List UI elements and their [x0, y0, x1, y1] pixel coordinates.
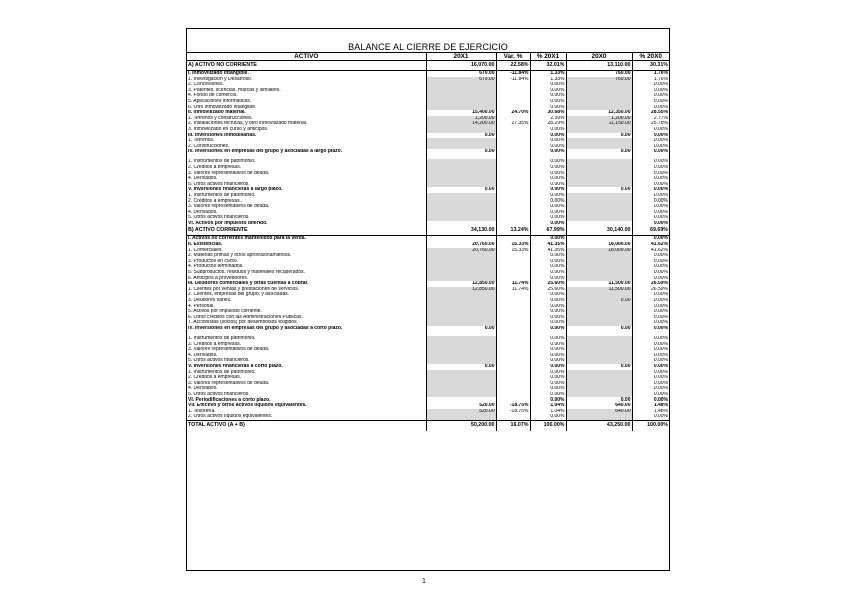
- row-label: V. Inversiones financieras a corto plazo.: [188, 363, 283, 369]
- cell-pct-20x0: 0.00%: [632, 336, 669, 342]
- cell-pct-20x1: 0.00%: [530, 326, 566, 336]
- row-label: 4. Derivados.: [188, 176, 218, 182]
- cell-pct-20x1: 0.00%: [530, 165, 566, 171]
- row-label: 4. Derivados.: [188, 386, 218, 392]
- row-label: B) ACTIVO CORRIENTE: [187, 226, 426, 236]
- row-label: 4. Fondo de comercio.: [188, 93, 238, 99]
- row-label: 4. Derivados.: [188, 209, 218, 215]
- row-label: 5. Otros activos financieros.: [188, 215, 250, 221]
- cell-var: 22.58%: [496, 61, 530, 71]
- col-pct-20x0: % 20X0: [632, 53, 669, 61]
- col-var: Var. %: [496, 53, 530, 61]
- cell-pct-20x0: 0.00%: [632, 204, 669, 210]
- cell-pct-20x0: 0.00%: [632, 392, 669, 398]
- row-label: III. Deudores comerciales y otras cuentas a cobrar.: [188, 281, 309, 287]
- cell-var: 11.74%: [496, 287, 530, 293]
- row-label: VI. Activos por impuesto diferido.: [188, 220, 268, 226]
- cell-pct-20x0: 0.00%: [632, 159, 669, 165]
- table-row: [187, 326, 669, 336]
- row-label: 3. Inmovilizado en curso y anticipos.: [188, 126, 269, 132]
- cell-pct-20x0: 1.76%: [632, 77, 669, 83]
- table-header: [187, 53, 669, 61]
- cell-pct-20x1: 25.60%: [530, 281, 566, 287]
- row-label: 1. Tesorería.: [188, 408, 216, 414]
- cell-20x0: 0.00: [566, 149, 632, 159]
- cell-pct-20x1: 0.00%: [530, 414, 566, 420]
- cell-20x1: 0.00: [426, 149, 496, 159]
- cell-pct-20x0: 0.00%: [632, 386, 669, 392]
- cell-pct-20x0: 0.00%: [632, 342, 669, 348]
- cell-pct-20x1: 0.00%: [530, 149, 566, 159]
- col-20x0: 20X0: [566, 53, 632, 61]
- cell-pct-20x1: 0.00%: [530, 264, 566, 270]
- row-label: 5. Otros activos financieros.: [188, 358, 250, 364]
- cell-pct-20x1: 41.35%: [530, 242, 566, 248]
- cell-20x0: 12,350.00: [566, 110, 632, 116]
- cell-20x0: 11,150.00: [566, 121, 632, 127]
- cell-pct-20x0: 0.00%: [632, 99, 669, 105]
- row-label: 3. Productos en curso.: [188, 258, 239, 264]
- cell-pct-20x1: 0.00%: [530, 309, 566, 315]
- row-label: 4. Derivados.: [188, 352, 218, 358]
- cell-var: 24.70%: [496, 110, 530, 116]
- cell-pct-20x1: 0.00%: [530, 364, 566, 370]
- cell-pct-20x1: 0.00%: [530, 320, 566, 326]
- cell-pct-20x1: 1.04%: [530, 409, 566, 415]
- row-label: II. Inmovilizado material.: [188, 110, 246, 116]
- cell-pct-20x0: 0.00%: [632, 315, 669, 321]
- cell-pct-20x1: 0.00%: [530, 93, 566, 99]
- row-label: 6. Otro inmovilizado intangible.: [188, 104, 257, 110]
- cell-pct-20x1: 41.35%: [530, 248, 566, 254]
- cell-pct-20x1: 25.60%: [530, 287, 566, 293]
- cell-pct-20x0: 0.00%: [632, 370, 669, 376]
- row-label: VII. Efectivo y otros activos líquidos equivalentes.: [188, 403, 307, 409]
- row-label: 1. Investigación y Desarrollo.: [188, 76, 253, 82]
- cell-pct-20x0: 0.00%: [632, 381, 669, 387]
- col-activo: ACTIVO: [187, 53, 426, 61]
- row-label: 5. Otros activos financieros.: [188, 181, 250, 187]
- cell-pct-20x1: 0.00%: [530, 270, 566, 276]
- cell-pct-20x1: 0.00%: [530, 88, 566, 94]
- cell-pct-20x1: 0.00%: [530, 292, 566, 298]
- cell-pct-20x0: 41.62%: [632, 248, 669, 254]
- row-label: 3. Valores representativos de deuda.: [188, 347, 270, 353]
- cell-20x1: 670.00: [426, 71, 496, 77]
- cell-pct-20x1: 0.00%: [530, 375, 566, 381]
- row-label: 2. Clientes, empresas del grupo, y asociadas.: [188, 292, 290, 298]
- cell-20x0: 13,110.00: [566, 61, 632, 71]
- cell-pct-20x0: 0.00%: [632, 397, 669, 403]
- cell-pct-20x1: 28.29%: [530, 121, 566, 127]
- row-label: 1. Instrumentos de patrimonio.: [188, 369, 256, 375]
- row-label: III. Inversiones inmobiliarias.: [188, 132, 257, 138]
- row-label: 2. Créditos a empresas.: [188, 341, 242, 347]
- cell-pct-20x0: 0.00%: [632, 182, 669, 188]
- cell-20x0: 1,200.00: [566, 116, 632, 122]
- cell-20x1: 20,760.00: [426, 248, 496, 254]
- cell-var: -18.75%: [496, 409, 530, 415]
- row-label: 2. Construcciones.: [188, 143, 230, 149]
- cell-pct-20x1: 0.00%: [530, 82, 566, 88]
- cell-pct-20x1: 0.00%: [530, 138, 566, 144]
- cell-pct-20x0: 0.00%: [632, 270, 669, 276]
- cell-pct-20x0: 0.00%: [632, 292, 669, 298]
- cell-pct-20x0: 26.59%: [632, 287, 669, 293]
- cell-pct-20x0: 0.00%: [632, 93, 669, 99]
- cell-pct-20x0: 0.00%: [632, 253, 669, 259]
- row-label: 1. Instrumentos de patrimonio.: [188, 159, 256, 165]
- row-label: 1. Clientes por ventas y prestaciones de servicios.: [188, 286, 300, 292]
- row-label: 3. Valores representativos de deuda.: [188, 170, 270, 176]
- cell-pct-20x1: 0.00%: [530, 127, 566, 133]
- cell-pct-20x0: 0.00%: [632, 353, 669, 359]
- cell-pct-20x1: 0.00%: [530, 187, 566, 193]
- cell-pct-20x1: 1.33%: [530, 77, 566, 83]
- cell-pct-20x0: 0.00%: [632, 276, 669, 282]
- cell-pct-20x1: 1.33%: [530, 71, 566, 77]
- cell-pct-20x0: 41.62%: [632, 242, 669, 248]
- cell-20x1: 1,200.00: [426, 116, 496, 122]
- cell-20x1: 12,850.00: [426, 287, 496, 293]
- cell-pct-20x0: 30.31%: [632, 61, 669, 71]
- cell-pct-20x1: 0.00%: [530, 215, 566, 221]
- cell-20x1: 0.00: [426, 133, 496, 139]
- balance-sheet: [186, 28, 670, 571]
- cell-20x1: 670.00: [426, 77, 496, 83]
- cell-pct-20x0: 1.76%: [632, 71, 669, 77]
- cell-pct-20x0: 0.00%: [632, 215, 669, 221]
- cell-pct-20x1: 0.00%: [530, 133, 566, 139]
- cell-var: 15.33%: [496, 248, 530, 254]
- row-label: IV. Inversiones en empresas del grupo y asociadas a corto plazo.: [188, 325, 343, 331]
- cell-pct-20x0: 0.00%: [632, 144, 669, 150]
- cell-pct-20x0: 0.00%: [632, 236, 669, 242]
- row-label: 2. Créditos a empresas.: [188, 375, 242, 381]
- cell-var: 27.35%: [496, 121, 530, 127]
- cell-20x0: 11,500.00: [566, 281, 632, 287]
- page-number: 1: [422, 578, 426, 585]
- cell-var: 16.07%: [496, 420, 530, 431]
- cell-20x0: 640.00: [566, 403, 632, 409]
- cell-pct-20x0: 0.00%: [632, 304, 669, 310]
- cell-pct-20x0: 0.00%: [632, 259, 669, 265]
- cell-pct-20x1: 0.00%: [530, 105, 566, 111]
- balance-title: BALANCE AL CIERRE DE EJERCICIO: [348, 42, 508, 52]
- cell-20x0: 0.00: [566, 326, 632, 336]
- cell-20x0: 0.00: [566, 187, 632, 193]
- cell-pct-20x0: 0.00%: [632, 210, 669, 216]
- cell-var: 15.33%: [496, 242, 530, 248]
- cell-pct-20x0: 25.78%: [632, 121, 669, 127]
- col-20x1: 20X1: [426, 53, 496, 61]
- cell-20x1: 14,200.00: [426, 121, 496, 127]
- cell-pct-20x1: 0.00%: [530, 358, 566, 364]
- cell-pct-20x1: 0.00%: [530, 276, 566, 282]
- cell-pct-20x0: 28.55%: [632, 110, 669, 116]
- row-label: TOTAL ACTIVO (A + B): [187, 420, 426, 431]
- cell-pct-20x1: 2.39%: [530, 116, 566, 122]
- row-label: I. Activos no corrientes mantenidos para la venta.: [188, 235, 306, 242]
- cell-20x1: 34,130.00: [426, 226, 496, 236]
- row-label: 1. Terrenos y construcciones.: [188, 115, 253, 121]
- cell-pct-20x1: 0.00%: [530, 182, 566, 188]
- cell-var: -11.84%: [496, 71, 530, 77]
- row-label: IV. Inversiones en empresas del grupo y asociadas a largo plazo.: [188, 149, 343, 155]
- cell-pct-20x1: 0.00%: [530, 259, 566, 265]
- cell-pct-20x0: 0.00%: [632, 347, 669, 353]
- cell-pct-20x1: 0.00%: [530, 210, 566, 216]
- cell-pct-20x1: 32.01%: [530, 61, 566, 71]
- row-label: 2. Créditos a empresas.: [188, 198, 242, 204]
- cell-20x0: 0.00: [566, 397, 632, 403]
- cell-pct-20x0: 0.00%: [632, 309, 669, 315]
- table-row: [187, 420, 669, 431]
- cell-pct-20x1: 0.00%: [530, 253, 566, 259]
- cell-pct-20x1: 0.00%: [530, 397, 566, 403]
- cell-pct-20x0: 26.59%: [632, 281, 669, 287]
- cell-pct-20x1: 0.00%: [530, 171, 566, 177]
- cell-pct-20x0: 1.48%: [632, 409, 669, 415]
- cell-pct-20x1: 0.00%: [530, 159, 566, 165]
- cell-pct-20x0: 100.00%: [632, 420, 669, 431]
- cell-pct-20x0: 0.00%: [632, 82, 669, 88]
- cell-pct-20x1: 0.00%: [530, 353, 566, 359]
- cell-pct-20x0: 0.00%: [632, 193, 669, 199]
- cell-pct-20x1: 0.00%: [530, 336, 566, 342]
- cell-pct-20x1: 0.00%: [530, 315, 566, 321]
- cell-pct-20x0: 0.00%: [632, 326, 669, 336]
- cell-var: 11.74%: [496, 281, 530, 287]
- cell-20x0: 0.00: [566, 298, 632, 304]
- cell-20x1: 50,200.00: [426, 420, 496, 431]
- row-label: II. Existencias.: [188, 242, 223, 248]
- cell-pct-20x1: 1.04%: [530, 403, 566, 409]
- cell-20x1: 15,400.00: [426, 110, 496, 116]
- cell-20x1: 0.00: [426, 187, 496, 193]
- col-pct-20x1: % 20X1: [530, 53, 566, 61]
- cell-20x0: 760.00: [566, 71, 632, 77]
- cell-pct-20x1: 0.00%: [530, 198, 566, 204]
- cell-pct-20x1: 0.00%: [530, 144, 566, 150]
- cell-pct-20x0: 0.00%: [632, 198, 669, 204]
- cell-pct-20x0: 0.00%: [632, 358, 669, 364]
- cell-pct-20x0: 0.00%: [632, 171, 669, 177]
- row-label: 5. Aplicaciones informáticas.: [188, 98, 252, 105]
- table-row: [187, 61, 669, 71]
- cell-var: -11.84%: [496, 77, 530, 83]
- cell-pct-20x1: 0.00%: [530, 221, 566, 227]
- cell-pct-20x0: 0.00%: [632, 88, 669, 94]
- cell-20x0: 0.00: [566, 364, 632, 370]
- row-label: 2. Otros activos líquidos equivalentes.: [188, 414, 273, 420]
- cell-pct-20x0: 0.00%: [632, 105, 669, 111]
- cell-pct-20x1: 0.00%: [530, 347, 566, 353]
- cell-pct-20x0: 1.48%: [632, 403, 669, 409]
- cell-pct-20x1: 0.00%: [530, 370, 566, 376]
- row-label: 2. Materias primas y otros aprovisionamientos.: [188, 253, 292, 259]
- cell-pct-20x0: 0.00%: [632, 187, 669, 193]
- cell-pct-20x1: 30.68%: [530, 110, 566, 116]
- cell-20x0: 43,250.00: [566, 420, 632, 431]
- cell-20x1: 20,760.00: [426, 242, 496, 248]
- cell-pct-20x0: 0.00%: [632, 133, 669, 139]
- row-label: A) ACTIVO NO CORRIENTE: [187, 61, 426, 71]
- cell-20x0: 640.00: [566, 409, 632, 415]
- cell-pct-20x0: 0.00%: [632, 414, 669, 420]
- cell-pct-20x0: 0.00%: [632, 138, 669, 144]
- cell-pct-20x0: 0.00%: [632, 127, 669, 133]
- cell-20x0: 18,000.00: [566, 248, 632, 254]
- cell-20x1: 0.00: [426, 326, 496, 336]
- row-label: 2. Concesiones.: [188, 82, 224, 88]
- cell-20x1: 520.00: [426, 403, 496, 409]
- cell-pct-20x0: 2.77%: [632, 116, 669, 122]
- row-label: 1. Instrumentos de patrimonio.: [188, 192, 256, 198]
- cell-pct-20x1: 67.99%: [530, 226, 566, 236]
- cell-var: -18.75%: [496, 403, 530, 409]
- row-label: 5. Otros activos financieros.: [188, 391, 250, 397]
- cell-pct-20x1: 0.00%: [530, 193, 566, 199]
- cell-pct-20x1: 0.00%: [530, 298, 566, 304]
- cell-pct-20x1: 0.00%: [530, 381, 566, 387]
- cell-pct-20x1: 0.00%: [530, 99, 566, 105]
- cell-pct-20x0: 69.69%: [632, 226, 669, 236]
- cell-pct-20x1: 0.00%: [530, 176, 566, 182]
- row-label: 2. Créditos a empresas.: [188, 164, 242, 170]
- cell-pct-20x0: 0.00%: [632, 165, 669, 171]
- row-label: VI. Periodificaciones a corto plazo.: [188, 397, 271, 403]
- cell-20x0: 18,000.00: [566, 242, 632, 248]
- cell-pct-20x0: 0.00%: [632, 264, 669, 270]
- cell-20x0: 760.00: [566, 77, 632, 83]
- cell-pct-20x1: 0.00%: [530, 304, 566, 310]
- table-row: [187, 226, 669, 236]
- row-label: 1. Comerciales.: [188, 247, 223, 253]
- row-label: V. Inversiones financieras a largo plazo.: [188, 187, 283, 193]
- cell-pct-20x0: 0.00%: [632, 221, 669, 227]
- row-label: 1. Instrumentos de patrimonio.: [188, 335, 256, 341]
- cell-var: 13.24%: [496, 226, 530, 236]
- row-label: 4. Productos terminados.: [188, 264, 244, 270]
- cell-pct-20x1: 0.00%: [530, 342, 566, 348]
- row-label: 2. Instalaciones técnicas, y otro inmovilizado material.: [188, 121, 308, 127]
- cell-20x1: 12,850.00: [426, 281, 496, 287]
- cell-pct-20x0: 0.00%: [632, 320, 669, 326]
- cell-var: [496, 149, 530, 159]
- cell-pct-20x1: 0.00%: [530, 204, 566, 210]
- row-label: 5. Subproductos, residuos y materiales recuperados.: [188, 270, 306, 276]
- row-label: 3. Valores representativos de deuda.: [188, 204, 270, 210]
- balance-table: [187, 52, 669, 431]
- cell-20x1: 520.00: [426, 409, 496, 415]
- row-label: 5. Activos por impuesto corriente.: [188, 309, 262, 315]
- cell-pct-20x1: 100.00%: [530, 420, 566, 431]
- cell-pct-20x1: 0.00%: [530, 392, 566, 398]
- row-label: 3. Patentes, licencias, marcas y similares.: [188, 87, 281, 93]
- cell-var: [496, 326, 530, 336]
- row-label: 1. Terrenos.: [188, 138, 215, 144]
- cell-pct-20x0: 0.00%: [632, 375, 669, 381]
- cell-pct-20x0: 0.00%: [632, 176, 669, 182]
- cell-pct-20x0: 0.00%: [632, 298, 669, 304]
- cell-pct-20x0: 0.00%: [632, 149, 669, 159]
- row-label: 6. Otros créditos con las Administraciones Públicas.: [188, 314, 303, 320]
- cell-20x0: 11,500.00: [566, 287, 632, 293]
- row-label: 3. Valores representativos de deuda.: [188, 380, 270, 386]
- cell-20x1: 16,070.00: [426, 61, 496, 71]
- cell-pct-20x1: 0.00%: [530, 236, 566, 242]
- cell-pct-20x0: 0.00%: [632, 364, 669, 370]
- cell-20x0: 0.00: [566, 133, 632, 139]
- table-row: [187, 149, 669, 159]
- row-label: 7. Accionistas (socios) por desembolsos exigidos.: [188, 320, 299, 326]
- row-label: 4. Personal.: [188, 303, 215, 309]
- row-label: 3. Deudores varios.: [188, 297, 232, 304]
- cell-20x0: 30,140.00: [566, 226, 632, 236]
- row-label: 6. Anticipos a proveedores.: [188, 275, 249, 281]
- cell-20x1: 0.00: [426, 364, 496, 370]
- cell-pct-20x1: 0.00%: [530, 386, 566, 392]
- row-label: I. Inmovilizado intangible.: [188, 70, 249, 77]
